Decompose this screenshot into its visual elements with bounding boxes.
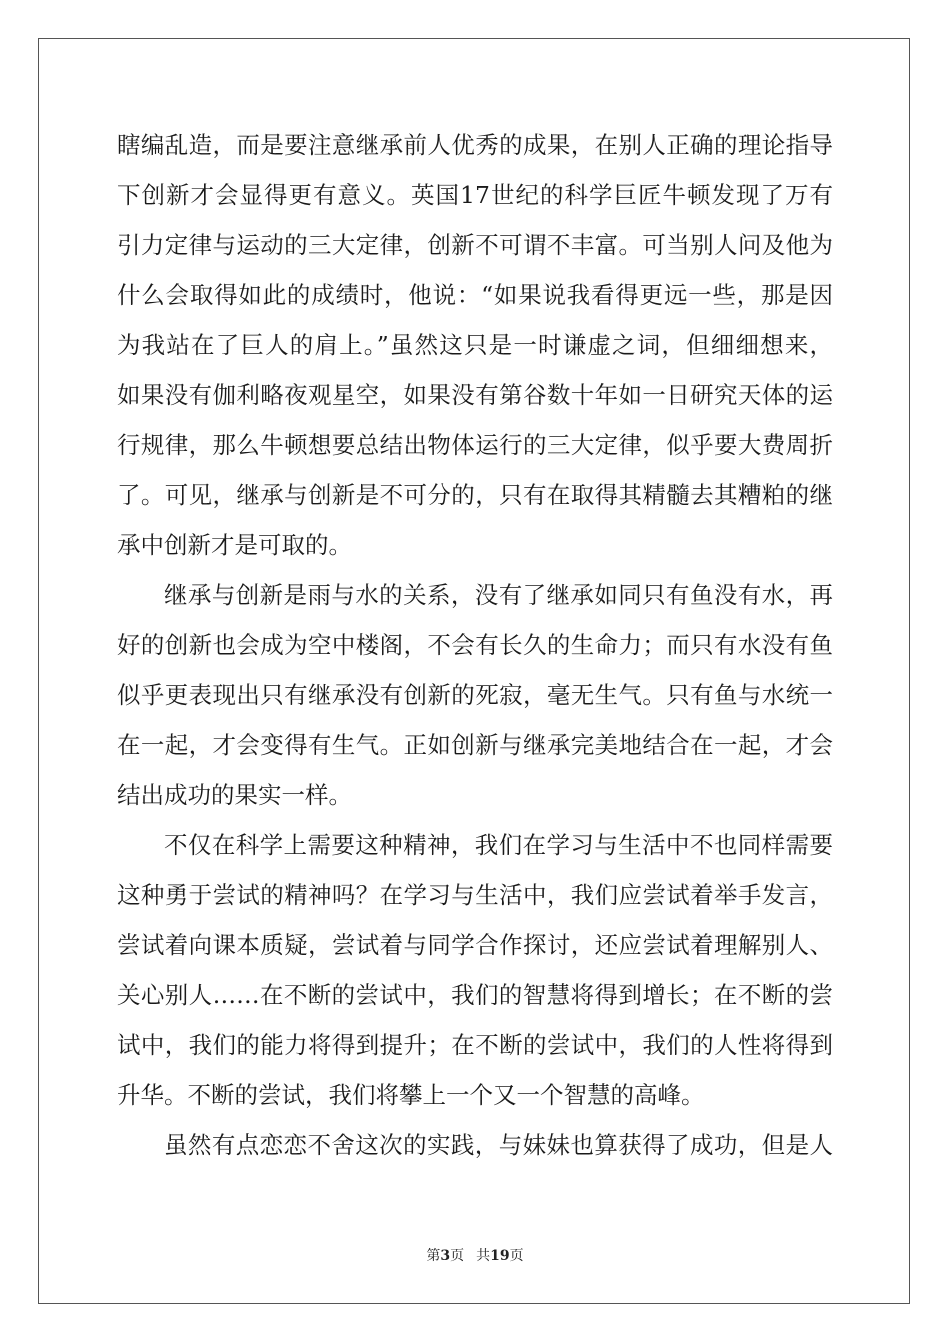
- text-line: 什么会取得如此的成绩时，他说：“如果说我看得更远一些，那是因: [117, 281, 833, 309]
- text-line: 如果没有伽利略夜观星空，如果没有第谷数十年如一日研究天体的运: [117, 381, 833, 409]
- text-line: 尝试着向课本质疑，尝试着与同学合作探讨，还应尝试着理解别人、: [117, 931, 833, 959]
- text-line: 了。可见，继承与创新是不可分的，只有在取得其精髓去其糟粕的继: [117, 481, 833, 509]
- text-line: 为我站在了巨人的肩上。”虽然这只是一时谦虚之词，但细细想来，: [117, 331, 833, 359]
- text-line: 瞎编乱造，而是要注意继承前人优秀的成果，在别人正确的理论指导: [117, 131, 833, 159]
- page-number: 3: [440, 1248, 451, 1264]
- page-prefix: 第: [426, 1248, 441, 1264]
- text-line: 在一起，才会变得有生气。正如创新与继承完美地结合在一起，才会: [117, 731, 833, 759]
- text-line: 似乎更表现出只有继承没有创新的死寂，毫无生气。只有鱼与水统一: [117, 681, 833, 709]
- text-line: 升华。不断的尝试，我们将攀上一个又一个智慧的高峰。: [117, 1081, 705, 1109]
- page-total: 19: [490, 1248, 510, 1264]
- text-line: 好的创新也会成为空中楼阁，不会有长久的生命力；而只有水没有鱼: [117, 631, 833, 659]
- paragraph-first-line: 不仅在科学上需要这种精神，我们在学习与生活中不也同样需要: [164, 831, 833, 859]
- text-line: 试中，我们的能力将得到提升；在不断的尝试中，我们的人性将得到: [117, 1031, 833, 1059]
- page-border: [38, 38, 910, 1304]
- text-line: 这种勇于尝试的精神吗？在学习与生活中，我们应尝试着举手发言，: [117, 881, 833, 909]
- text-line: 下创新才会显得更有意义。英国17世纪的科学巨匠牛顿发现了万有: [117, 181, 833, 209]
- page-footer: [0, 1245, 950, 1265]
- paragraph-first-line: 继承与创新是雨与水的关系，没有了继承如同只有鱼没有水，再: [164, 581, 833, 609]
- total-prefix: 共: [476, 1248, 491, 1264]
- page-unit: 页: [450, 1248, 465, 1264]
- text-line: 行规律，那么牛顿想要总结出物体运行的三大定律，似乎要大费周折: [117, 431, 833, 459]
- text-line: 结出成功的果实一样。: [117, 781, 352, 809]
- total-unit: 页: [509, 1248, 524, 1264]
- text-line: 引力定律与运动的三大定律，创新不可谓不丰富。可当别人问及他为: [117, 231, 833, 259]
- text-line: 关心别人……在不断的尝试中，我们的智慧将得到增长；在不断的尝: [117, 981, 833, 1009]
- paragraph-first-line: 虽然有点恋恋不舍这次的实践，与妹妹也算获得了成功，但是人: [164, 1131, 833, 1159]
- text-line: 承中创新才是可取的。: [117, 531, 352, 559]
